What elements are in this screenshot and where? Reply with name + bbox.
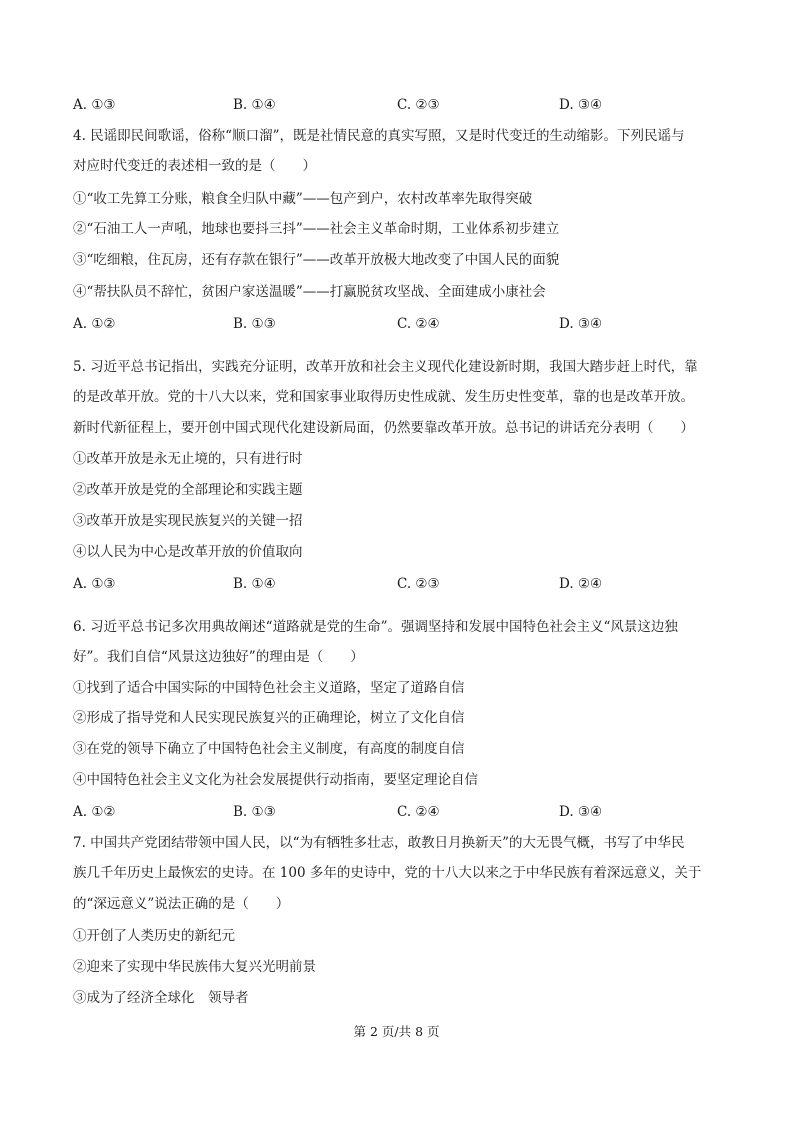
- q6-option-b[interactable]: B. ①③: [233, 804, 276, 820]
- q5-option-a[interactable]: A. ①③: [73, 576, 116, 592]
- q6-option-d[interactable]: D. ③④: [559, 804, 603, 820]
- q6-stem-line-2: 好”。我们自信“风景这边独好”的理由是（ ）: [73, 649, 364, 665]
- q7-item-3: ③成为了经济全球化 领导者: [73, 990, 249, 1006]
- q4-option-b[interactable]: B. ①③: [233, 316, 276, 332]
- q4-stem-line-2: 对应时代变迁的表述相一致的是（ ）: [73, 158, 316, 174]
- q5-stem-line-2: 的是改革开放。党的十八大以来，党和国家事业取得历史性成就、发生历史性变革，靠的也是改革开放。: [73, 389, 694, 405]
- q4-item-4: ④“帮扶队员不辞忙，贫困户家送温暖”——打赢脱贫攻坚战、全面建成小康社会: [73, 284, 546, 300]
- q5-item-2: ②改革开放是党的全部理论和实践主题: [73, 482, 303, 498]
- q5-option-d[interactable]: D. ②④: [559, 576, 603, 592]
- q4-stem-line-1: 4. 民谣即民间歌谣，俗称“顺口溜”，既是社情民意的真实写照，又是时代变迁的生动缩影。下列民谣与: [73, 128, 685, 144]
- q6-item-4: ④中国特色社会主义文化为社会发展提供行动指南，要坚定理论自信: [73, 772, 478, 788]
- q7-item-2: ②迎来了实现中华民族伟大复兴光明前景: [73, 959, 316, 975]
- q5-option-c[interactable]: C. ②③: [397, 576, 440, 592]
- q6-item-1: ①找到了适合中国实际的中国特色社会主义道路，坚定了道路自信: [73, 680, 465, 696]
- q7-stem-line-1: 7. 中国共产党团结带领中国人民，以“为有牺牲多壮志，敢教日月换新天”的大无畏气概，书写了中华民: [73, 835, 685, 851]
- q4-option-c[interactable]: C. ②④: [397, 316, 440, 332]
- q5-item-1: ①改革开放是永无止境的，只有进行时: [73, 451, 303, 467]
- q5-option-b[interactable]: B. ①④: [233, 576, 276, 592]
- q3-option-a[interactable]: A. ①③: [73, 97, 116, 113]
- q3-option-c[interactable]: C. ②③: [397, 97, 440, 113]
- q4-option-d[interactable]: D. ③④: [559, 316, 603, 332]
- q7-item-1: ①开创了人类历史的新纪元: [73, 928, 235, 944]
- q5-item-4: ④以人民为中心是改革开放的价值取向: [73, 544, 303, 560]
- q5-stem-line-1: 5. 习近平总书记指出，实践充分证明，改革开放和社会主义现代化建设新时期，我国大踏步赶上时代，靠: [73, 359, 698, 375]
- q3-option-d[interactable]: D. ③④: [559, 97, 603, 113]
- q6-item-2: ②形成了指导党和人民实现民族复兴的正确理论，树立了文化自信: [73, 710, 465, 726]
- q6-stem-line-1: 6. 习近平总书记多次用典故阐述“道路就是党的生命”。强调坚持和发展中国特色社会主义“风景这边独: [73, 619, 678, 635]
- q6-item-3: ③在党的领导下确立了中国特色社会主义制度，有高度的制度自信: [73, 741, 465, 757]
- q6-option-c[interactable]: C. ②④: [397, 804, 440, 820]
- q7-stem-line-3: 的“深远意义”说法正确的是（ ）: [73, 896, 290, 912]
- q4-item-1: ①“收工先算工分账，粮食全归队中藏”——包产到户，农村改革率先取得突破: [73, 191, 533, 207]
- q4-item-3: ③“吃细粮，住瓦房，还有存款在银行”——改革开放极大地改变了中国人民的面貌: [73, 252, 560, 268]
- q3-option-b[interactable]: B. ①④: [233, 97, 276, 113]
- q4-item-2: ②“石油工人一声吼，地球也要抖三抖”——社会主义革命时期，工业体系初步建立: [73, 221, 560, 237]
- q4-option-a[interactable]: A. ①②: [73, 316, 116, 332]
- q6-option-a[interactable]: A. ①②: [73, 804, 116, 820]
- q5-stem-line-3: 新时代新征程上，要开创中国式现代化建设新局面，仍然要靠改革开放。总书记的讲话充分表明（ ）: [73, 420, 694, 436]
- q5-item-3: ③改革开放是实现民族复兴的关键一招: [73, 513, 303, 529]
- q7-stem-line-2: 族几千年历史上最恢宏的史诗。在 100 多年的史诗中，党的十八大以来之于中华民族有着深远意义，关于: [73, 865, 702, 881]
- page-number: 第 2 页/共 8 页: [353, 1024, 440, 1039]
